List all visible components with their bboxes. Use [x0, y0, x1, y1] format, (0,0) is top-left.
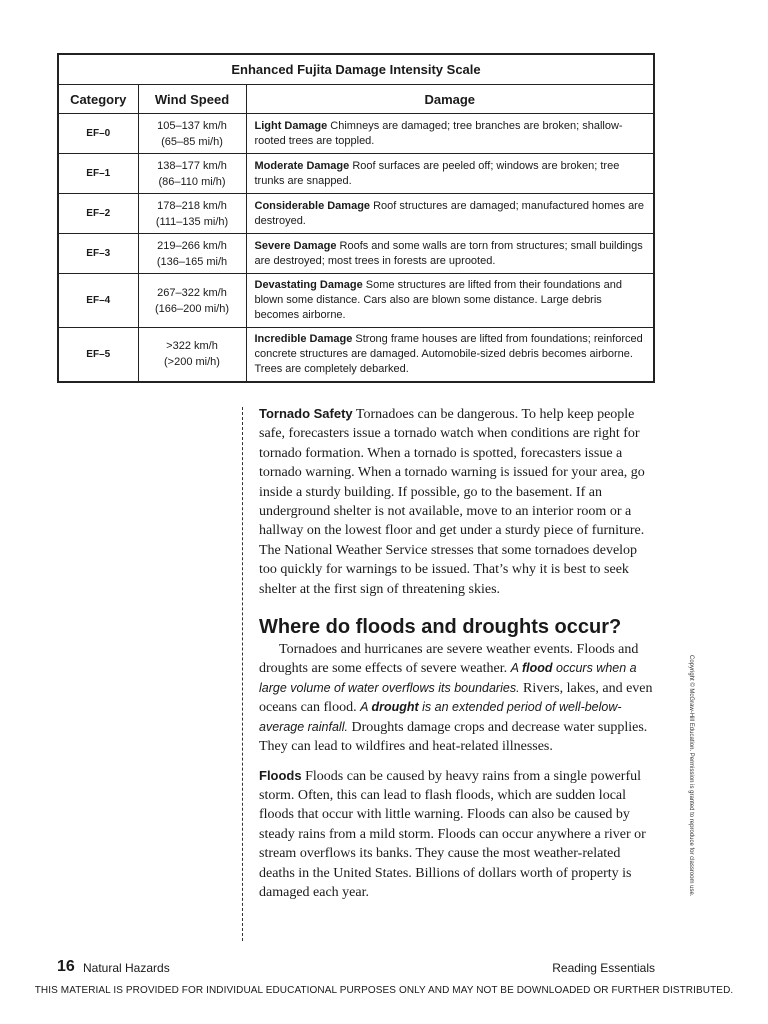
floods-lead: Floods [259, 767, 302, 783]
damage-title: Moderate Damage [254, 159, 350, 172]
damage-cell [246, 274, 654, 328]
damage-cell [246, 114, 654, 154]
ef-scale-table [57, 53, 655, 383]
category-cell: EF–3 [58, 234, 138, 274]
damage-cell [246, 328, 654, 382]
wind-kmh: >322 km/h [166, 340, 218, 353]
wind-kmh: 267–322 km/h [157, 286, 227, 299]
damage-text: Some structures are lifted from their foundations and blown some distance. Cars also are blown some distance. Large debris becomes airborne. [254, 279, 622, 321]
category-cell: EF–4 [58, 274, 138, 328]
book-title: Reading Essentials [552, 961, 655, 975]
wind-speed-cell [138, 194, 246, 234]
wind-kmh: 105–137 km/h [157, 119, 227, 132]
section-heading: Where do floods and droughts occur? [259, 616, 622, 639]
wind-mih: (166–200 mi/h) [155, 302, 229, 315]
wind-mih: (86–110 mi/h) [158, 175, 226, 188]
drought-definition: A drought is an extended period of well-below-average rainfall. [259, 700, 622, 734]
intro-text-2: Rivers, lakes, and even oceans can flood. [259, 680, 653, 716]
copyright-text: Copyright © McGraw-Hill Education. Permission is granted to reproduce for classroom use. [688, 655, 694, 897]
wind-mih: (>200 mi/h) [164, 356, 220, 369]
flood-term: flood [522, 661, 553, 676]
wind-speed-cell [138, 328, 246, 382]
table-title: Enhanced Fujita Damage Intensity Scale [58, 54, 654, 85]
floods-paragraph [259, 766, 655, 903]
damage-text: Strong frame houses are lifted from foundations; reinforced concrete structures are damaged. Automobile-sized debris becomes airborne. Trees are completely debarked. [254, 332, 643, 375]
flood-definition: A flood occurs when a large volume of water overflows its boundaries. [259, 661, 637, 695]
damage-title: Devastating Damage [254, 279, 363, 291]
category-cell: EF–2 [58, 194, 138, 234]
category-cell: EF–1 [58, 154, 138, 194]
damage-text: Roof surfaces are peeled off; windows are broken; tree trunks are snapped. [254, 159, 620, 187]
tornado-safety-paragraph [259, 404, 655, 599]
floods-droughts-intro [259, 640, 655, 756]
wind-kmh: 219–266 km/h [157, 239, 227, 252]
wind-kmh: 178–218 km/h [157, 199, 227, 212]
tornado-safety-lead: Tornado Safety [259, 406, 353, 421]
category-cell: EF–5 [58, 328, 138, 382]
distribution-disclaimer: THIS MATERIAL IS PROVIDED FOR INDIVIDUAL EDUCATIONAL PURPOSES ONLY AND MAY NOT BE DOWNLOADED OR FURTHER DISTRIBUTED. [34, 985, 734, 996]
drought-term: drought [371, 700, 419, 715]
intro-text-3: Droughts damage crops and decrease water supplies. They can lead to wildfires and heat-related illnesses. [259, 719, 648, 755]
page-number: 16 [57, 958, 75, 975]
header-wind-speed: Wind Speed [138, 85, 246, 114]
damage-title: Severe Damage [254, 239, 337, 252]
damage-title: Considerable Damage [254, 199, 371, 212]
wind-speed-cell [138, 234, 246, 274]
category-cell: EF–0 [58, 114, 138, 154]
header-category: Category [58, 85, 138, 114]
table-row [58, 154, 654, 194]
damage-cell [246, 154, 654, 194]
damage-cell [246, 194, 654, 234]
copyright-notice [686, 655, 696, 945]
table-row [58, 234, 654, 274]
body-column [259, 404, 655, 902]
wind-mih: (65–85 mi/h) [161, 135, 223, 148]
damage-text: Chimneys are damaged; tree branches are broken; shallow-rooted trees are toppled. [254, 119, 623, 147]
damage-text: Roofs and some walls are torn from structures; small buildings are destroyed; most trees in forests are uprooted. [254, 239, 643, 267]
unit-title: Natural Hazards [83, 961, 170, 975]
damage-title: Light Damage [254, 119, 328, 132]
floods-text: Floods can be caused by heavy rains from a single powerful storm. Often, this can lead to flash floods, which are sudden local floods that occur with little warning. Floods can also be caused by steady rains from a mild storm. Floods can occur anywhere a river or stream overflows its banks. They cause the most weather-related deaths in the United States. Billions of dollars worth of property is damaged each year. [259, 768, 646, 900]
wind-speed-cell [138, 274, 246, 328]
table-row [58, 274, 654, 328]
table-row [58, 114, 654, 154]
wind-mih: (136–165 mi/h [156, 255, 228, 268]
wind-mih: (111–135 mi/h) [155, 215, 229, 228]
table-row [58, 328, 654, 382]
tornado-safety-text: Tornadoes can be dangerous. To help keep people safe, forecasters issue a tornado watch when conditions are right for tornado formation. When a tornado is spotted, forecasters issue a tornado warning. When a tornado warning is issued for your area, go inside a sturdy building. If possible, go to the basement. If an underground shelter is not available, move to an interior room or a hallway on the lowest floor and get under a sturdy piece of furniture. The National Weather Service stresses that some tornadoes develop too quickly for warnings to be issued. That’s why it is best to seek shelter at the first sign of threatening skies. [259, 407, 645, 597]
table-row [58, 194, 654, 234]
damage-cell [246, 234, 654, 274]
damage-title: Incredible Damage [254, 332, 353, 345]
wind-speed-cell [138, 114, 246, 154]
wind-kmh: 138–177 km/h [157, 159, 227, 172]
intro-text-1: Tornadoes and hurricanes are severe weather events. Floods and droughts are some effects of severe weather. [259, 642, 639, 677]
wind-speed-cell [138, 154, 246, 194]
header-damage: Damage [246, 85, 654, 114]
dashed-margin-line [242, 407, 243, 941]
damage-text: Roof structures are damaged; manufactured homes are destroyed. [254, 199, 644, 227]
